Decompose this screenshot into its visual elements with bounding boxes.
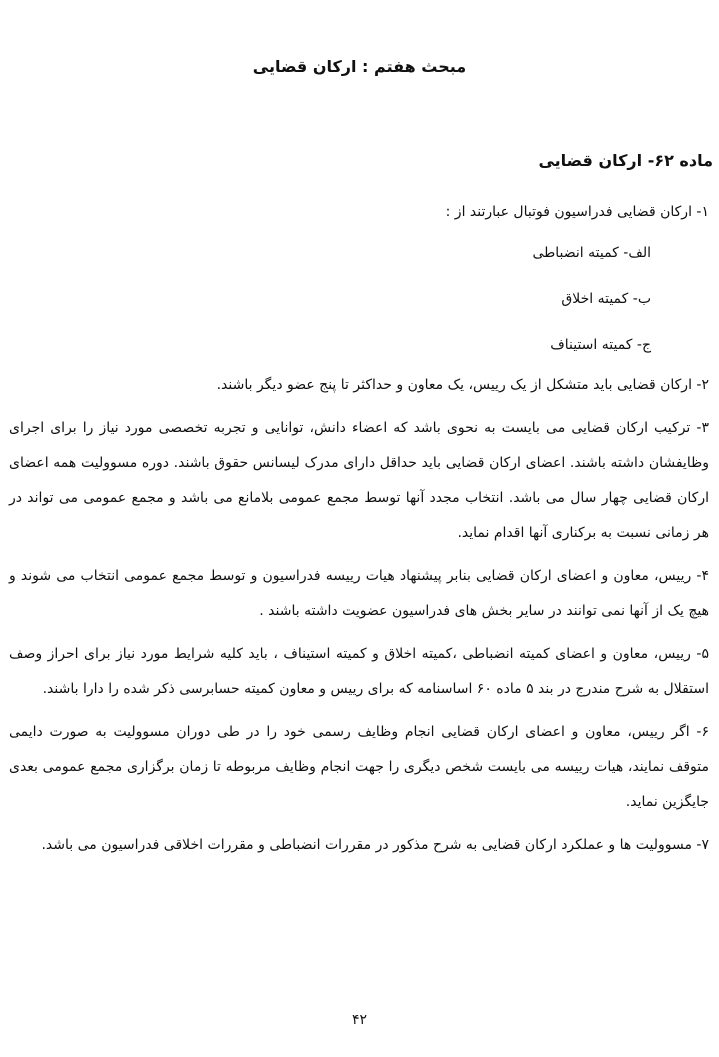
clause-3: ۳- ترکیب ارکان قضایی می بایست به نحوی باشد که اعضاء دانش، توانایی و تجربه تخصصی مورد نیاز را برای اجرای وظایفشان داشته باشند. اعضای ارکان قضایی باید حداقل دارای مدرک لیسانس حقوق باشند. دوره مسوولیت همه اعضای ارکان قضایی چهار سال می باشد. انتخاب مجدد آنها توسط مجمع عمومی بلامانع می باشد و مجمع عمومی می تواند در هر زمانی نسبت به برکناری آنها اقدام نماید.: [9, 420, 709, 541]
article-title: ماده ۶۲- ارکان قضایی: [538, 151, 713, 170]
page-number: ۴۲: [351, 1012, 368, 1028]
list-item: ب- کمیته اخلاق: [561, 291, 651, 307]
chapter-title: مبحث هفتم : ارکان قضایی: [252, 57, 467, 76]
clause-4: ۴- رییس، معاون و اعضای ارکان قضایی بنابر پیشنهاد هیات رییسه فدراسیون و توسط مجمع عمومی انتخاب می شوند و هیچ یک از آنها نمی توانند در سایر بخش های فدراسیون عضویت داشته باشند .: [9, 568, 709, 619]
list-item: ج- کمیته استیناف: [550, 337, 651, 353]
clause-1: ۱- ارکان قضایی فدراسیون فوتبال عبارتند از :: [445, 204, 709, 220]
clause-5: ۵- رییس، معاون و اعضای کمیته انضباطی ،کمیته اخلاق و کمیته استیناف ، باید کلیه شرایط مورد نیاز برای احراز وصف استقلال به شرح مندرج در بند ۵ ماده ۶۰ اساسنامه که برای رییس و معاون کمیته حسابرسی ذکر شده را دارا باشند.: [9, 646, 709, 697]
list-item: الف- کمیته انضباطی: [532, 245, 651, 261]
article-body: [9, 195, 709, 871]
judicial-bodies-list: [9, 230, 709, 368]
clause-7: ۷- مسوولیت ها و عملکرد ارکان قضایی به شرح مذکور در مقررات انضباطی و مقررات اخلاقی فدراسیون می باشد.: [41, 837, 709, 853]
clause-6: ۶- اگر رییس، معاون و اعضای ارکان قضایی انجام وظایف رسمی خود را در طی دوران مسوولیت به صورت دایمی متوقف نمایند، هیات رییسه می بایست شخص دیگری را جهت انجام وظایف مربوطه تا زمان برگزاری مجمع عمومی بعدی جایگزین نماید.: [9, 724, 709, 810]
clause-2: ۲- ارکان قضایی باید متشکل از یک رییس، یک معاون و حداکثر تا پنج عضو دیگر باشند.: [216, 377, 709, 393]
